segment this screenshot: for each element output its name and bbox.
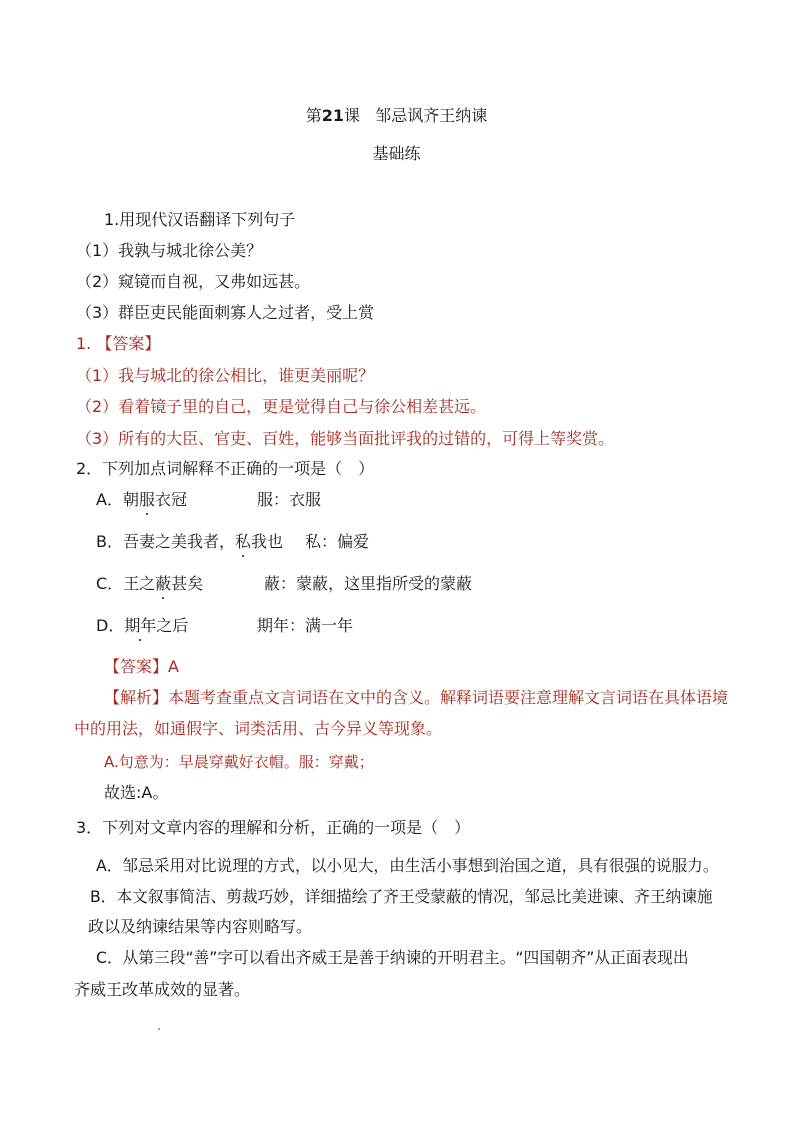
- q3-option-a: A．邹忌采用对比说理的方式，以小见大，由生活小事想到治国之道，具有很强的说服力。: [96, 856, 719, 875]
- q1-stem: 1.用现代汉语翻译下列句子: [104, 210, 296, 229]
- q1-item-2: （2）窥镜而自视，又弗如远甚。: [76, 272, 311, 291]
- page-title: [0, 106, 793, 126]
- option-text: 之后: [156, 616, 189, 635]
- q2-option-c: [96, 574, 203, 594]
- option-letter: C．: [96, 574, 124, 593]
- option-text: 吾妻之美我者，: [122, 532, 235, 551]
- option-letter: A．: [96, 490, 123, 509]
- analysis-label: 【解析】: [104, 688, 169, 707]
- dotted-word: 期年: [124, 616, 157, 635]
- option-text: 衣冠: [154, 490, 187, 509]
- analysis-text: 本题考查重点文言词语在文中的含义。解释词语要注意理解文言词语在具体语境: [168, 688, 729, 707]
- dotted-word: 私: [235, 532, 252, 551]
- q2-stem: 2．下列加点词解释不正确的一项是（ ）: [76, 459, 375, 478]
- q2-answer: 【答案】A: [104, 657, 179, 676]
- q1-answer-3: （3）所有的大臣、官吏、百姓，能够当面批评我的过错的，可得上等奖赏。: [76, 429, 615, 448]
- q1-answer-label: 1. 【答案】: [76, 334, 161, 353]
- q2-option-b: [96, 532, 283, 552]
- q3-option-b-line-2: 政以及纳谏结果等内容则略写。: [88, 917, 313, 936]
- q2-gloss-d: 期年：满一年: [257, 616, 354, 635]
- option-text: 朝: [122, 490, 139, 509]
- lesson-suffix: 课: [343, 106, 360, 125]
- q1-answer-2: （2）看着镜子里的自己，更是觉得自己与徐公相差甚远。: [76, 397, 487, 416]
- q2-choose: 故选:A。: [104, 783, 169, 802]
- q2-option-a: [96, 490, 187, 510]
- q2-option-d: [96, 616, 188, 636]
- stray-dot: [158, 1028, 160, 1030]
- q3-option-c-line-2: 齐威王改革成效的显著。: [74, 980, 251, 999]
- option-text: 甚矣: [171, 574, 204, 593]
- q2-gloss-a: 服：衣服: [257, 490, 322, 509]
- q2-analysis-line-2: 中的用法，如通假字、词类活用、古今异义等现象。: [74, 719, 443, 738]
- q1-answer-1: （1）我与城北的徐公相比，谁更美丽呢？: [76, 366, 375, 385]
- q3-option-c-line-1: C．从第三段“善”字可以看出齐威王是善于纳谏的开明君主。“四国朝齐”从正面表现出: [96, 948, 689, 967]
- q1-item-3: （3）群臣吏民能面刺寡人之过者，受上赏: [76, 303, 375, 322]
- dotted-word: 服: [138, 490, 155, 509]
- q2-gloss-c: 蔽：蒙蔽，这里指所受的蒙蔽: [264, 574, 473, 593]
- option-text: 我也: [251, 532, 284, 551]
- q2-gloss-b: 私：偏爱: [305, 532, 370, 551]
- dotted-word: 蔽: [155, 574, 172, 593]
- page-subtitle: 基础练: [372, 144, 421, 163]
- q2-note-a: A.句意为：早晨穿戴好衣帽。服：穿戴；: [104, 753, 374, 771]
- q3-option-b-line-1: B．本文叙事简洁、剪裁巧妙，详细描绘了齐王受蒙蔽的情况，邹忌比美进谏、齐王纳谏施: [90, 887, 713, 906]
- option-text: 王之: [123, 574, 156, 593]
- option-letter: B．: [96, 532, 123, 551]
- q1-item-1: （1）我孰与城北徐公美？: [76, 241, 263, 260]
- lesson-title: 邹忌讽齐王纳谏: [375, 106, 488, 125]
- q3-stem: 3．下列对文章内容的理解和分析，正确的一项是（ ）: [76, 818, 471, 837]
- lesson-prefix: 第: [305, 106, 322, 125]
- q2-analysis-line-1: [104, 688, 728, 708]
- option-letter: D．: [96, 616, 125, 635]
- lesson-number: 21: [321, 106, 344, 125]
